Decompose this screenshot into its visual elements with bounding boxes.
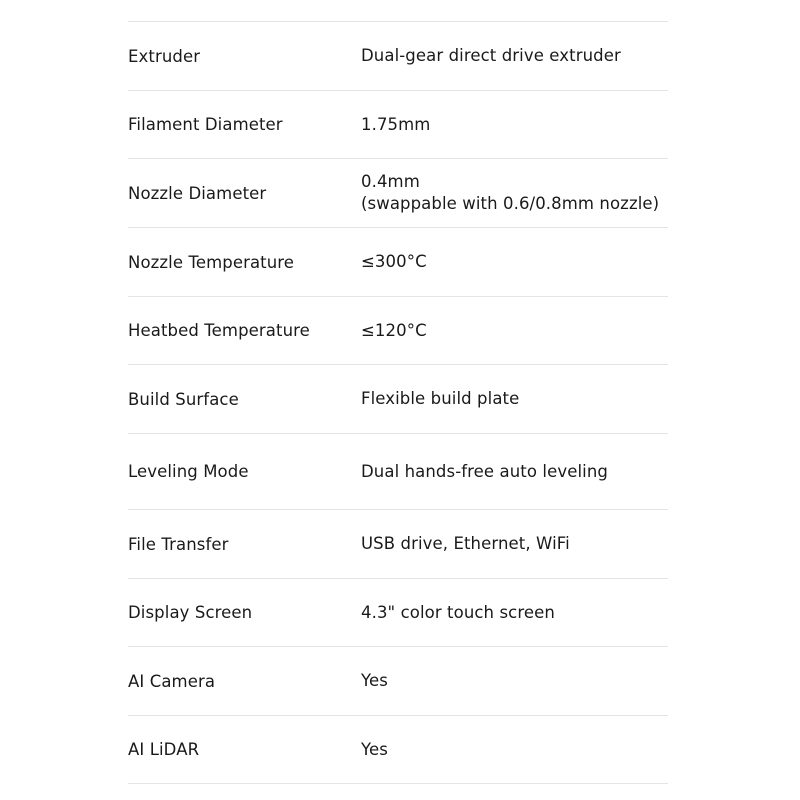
spec-value: 4.3" color touch screen — [361, 602, 555, 622]
spec-row-ai-lidar — [128, 716, 668, 784]
spec-label: Display Screen — [128, 603, 253, 622]
spec-row-nozzle-diameter — [128, 159, 668, 228]
spec-value: Flexible build plate — [361, 389, 520, 408]
spec-row-nozzle-temperature — [128, 228, 668, 297]
spec-value: 0.4mm (swappable with 0.6/0.8mm nozzle) — [361, 172, 660, 213]
spec-label: File Transfer — [128, 534, 229, 554]
spec-value: ≤120°C — [361, 320, 427, 340]
spec-label: AI LiDAR — [128, 740, 200, 759]
spec-value: USB drive, Ethernet, WiFi — [361, 534, 570, 553]
spec-row-display-screen — [128, 579, 668, 647]
spec-label: Build Surface — [128, 389, 239, 409]
spec-label: Nozzle Temperature — [128, 252, 295, 272]
spec-label: AI Camera — [128, 671, 216, 691]
spec-value: Yes — [361, 739, 388, 759]
spec-value: Dual hands-free auto leveling — [361, 461, 608, 481]
spec-row-heatbed-temperature — [128, 297, 668, 365]
spec-row-filament-diameter — [128, 91, 668, 159]
spec-table — [128, 21, 668, 784]
spec-row-file-transfer — [128, 510, 668, 579]
spec-label: Extruder — [128, 46, 201, 66]
spec-value: Yes — [361, 671, 388, 690]
spec-label: Filament Diameter — [128, 115, 283, 134]
spec-label: Nozzle Diameter — [128, 183, 267, 203]
spec-value: ≤300°C — [361, 252, 427, 271]
spec-label: Heatbed Temperature — [128, 321, 310, 340]
spec-value: Dual-gear direct drive extruder — [361, 46, 621, 65]
spec-row-ai-camera — [128, 647, 668, 716]
spec-row-build-surface — [128, 365, 668, 434]
spec-value: 1.75mm — [361, 114, 431, 134]
spec-row-extruder — [128, 22, 668, 91]
spec-row-leveling-mode — [128, 434, 668, 510]
spec-label: Leveling Mode — [128, 462, 249, 481]
